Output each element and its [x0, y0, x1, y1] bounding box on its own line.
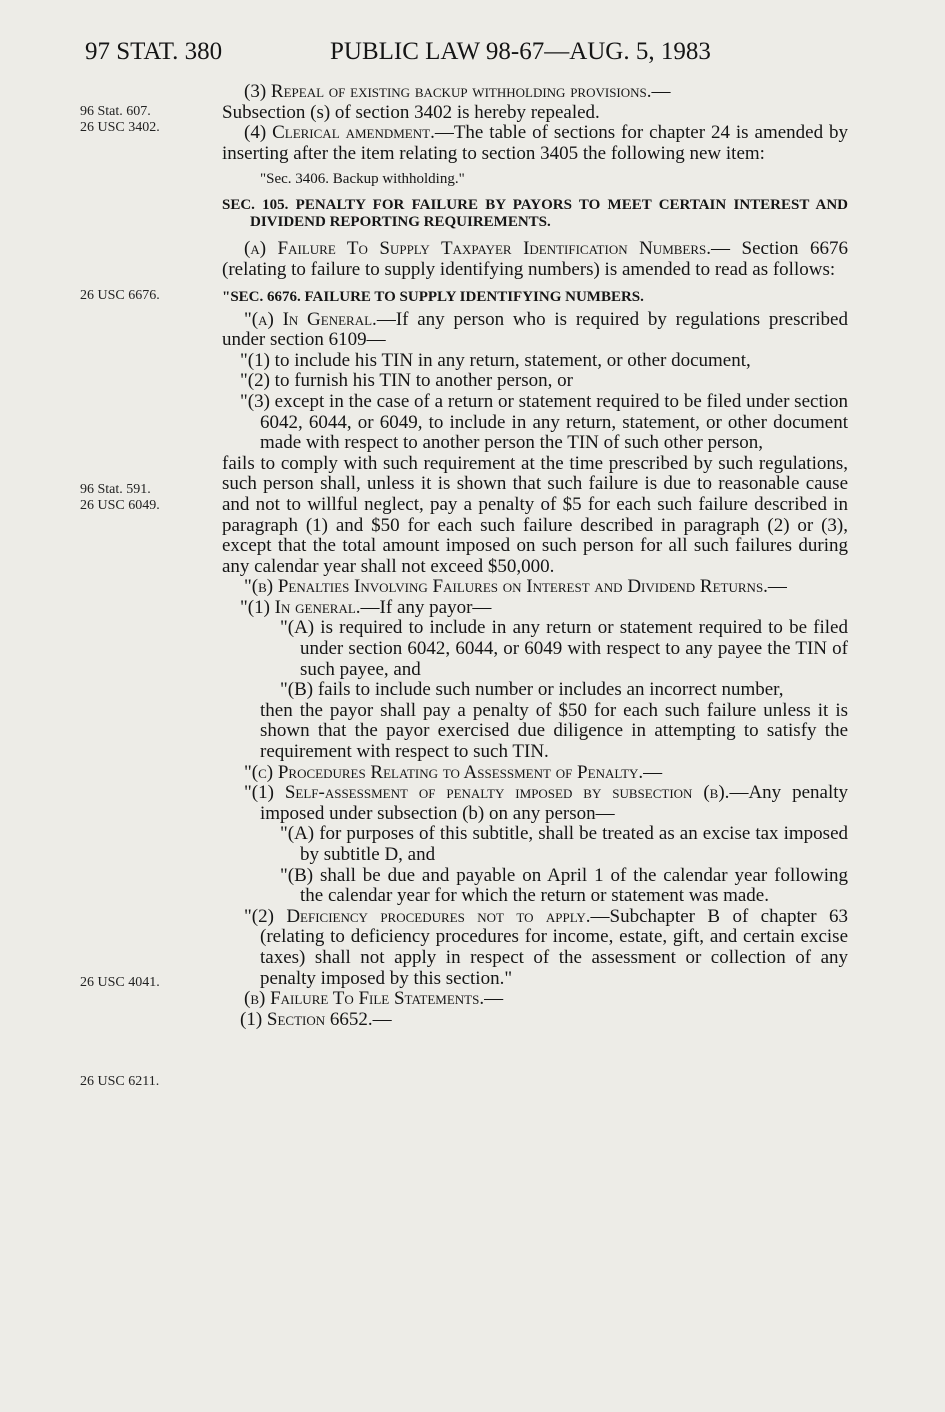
paragraph: "(A) for purposes of this subtitle, shall be treated as an excise tax imposed by subtitle D, and	[280, 823, 848, 865]
margin-note: 26 USC 6049.	[80, 498, 160, 513]
margin-note: 26 USC 6676.	[80, 288, 160, 303]
table-item: "Sec. 3406. Backup withholding."	[260, 171, 465, 188]
paragraph: "(a) In General.—If any person who is required by regulations prescribed under section 6109—	[222, 308, 848, 351]
paragraph: "(B) fails to include such number or includes an incorrect number,	[280, 679, 784, 701]
paragraph: "(1) In general.—If any payor—	[240, 596, 492, 618]
running-header: PUBLIC LAW 98-67—AUG. 5, 1983	[330, 38, 711, 65]
paragraph: "(1) Self-assessment of penalty imposed by subsection (b).—Any penalty imposed under subsection (b) on any person—	[244, 782, 848, 824]
paragraph: (b) Failure To File Statements.—	[244, 988, 504, 1010]
paragraph: (4) Clerical amendment.—The table of sections for chapter 24 is amended by inserting after the item relating to section 3405 the following new item:	[222, 122, 849, 164]
margin-note: 96 Stat. 607.	[80, 104, 151, 119]
section-heading: SEC. 105. PENALTY FOR FAILURE BY PAYORS TO MEET CERTAIN INTEREST AND DIVIDEND REPORTING REQUIREMENTS.	[222, 197, 848, 231]
paragraph: Subsection (s) of section 3402 is hereby repealed.	[222, 101, 600, 123]
paragraph: "(2) to furnish his TIN to another person, or	[240, 370, 573, 392]
paragraph: "(3) except in the case of a return or statement required to be filed under section 6042, 6044, or 6049, to include in any return, statement, or other document made with respect to another person the TIN of such other person,	[240, 390, 848, 454]
paragraph: "(B) shall be due and payable on April 1 of the calendar year following the calendar year for which the return or statement was made.	[280, 864, 848, 907]
paragraph: then the payor shall pay a penalty of $50 for each such failure unless it is shown that the payor exercised due diligence in attempting to satisfy the requirement with respect to such TIN.	[260, 699, 848, 763]
section-heading: "SEC. 6676. FAILURE TO SUPPLY IDENTIFYING NUMBERS.	[222, 288, 644, 305]
document-body	[222, 82, 848, 1030]
margin-note: 26 USC 6211.	[80, 1074, 160, 1089]
margin-note: 26 USC 3402.	[80, 120, 160, 135]
margin-note: 26 USC 4041.	[80, 975, 160, 990]
page-stat-number: 97 STAT. 380	[85, 38, 223, 65]
paragraph: (3) Repeal of existing backup withholding provisions.—	[244, 81, 671, 102]
paragraph: (1) Section 6652.—	[240, 1008, 392, 1030]
paragraph: "(b) Penalties Involving Failures on Interest and Dividend Returns.—	[244, 576, 787, 598]
paragraph: "(1) to include his TIN in any return, statement, or other document,	[240, 349, 751, 371]
paragraph: "(2) Deficiency procedures not to apply.—Subchapter B of chapter 63 (relating to deficiency procedures for income, estate, gift, and certain excise taxes) shall not apply in respect of the assessment or collection of any penalty imposed by this section."	[244, 905, 848, 989]
paragraph: "(c) Procedures Relating to Assessment of Penalty.—	[244, 761, 663, 783]
paragraph: "(A) is required to include in any return or statement required to be filed under section 6042, 6044, or 6049 with respect to any payee the TIN of such payee, and	[280, 617, 848, 680]
paragraph: (a) Failure To Supply Taxpayer Identification Numbers.— Section 6676 (relating to failure to supply identifying numbers) is amended to read as follows:	[222, 238, 848, 280]
paragraph: fails to comply with such requirement at the time prescribed by such regulations, such person shall, unless it is shown that such failure is due to reasonable cause and not to willful neglect, pay a penalty of $5 for each such failure described in paragraph (1) and $50 for each such failure described in paragraph (2) or (3), except that the total amount imposed on such person for all such failures during any calendar year shall not exceed $50,000.	[222, 452, 848, 577]
margin-note: 96 Stat. 591.	[80, 482, 151, 497]
